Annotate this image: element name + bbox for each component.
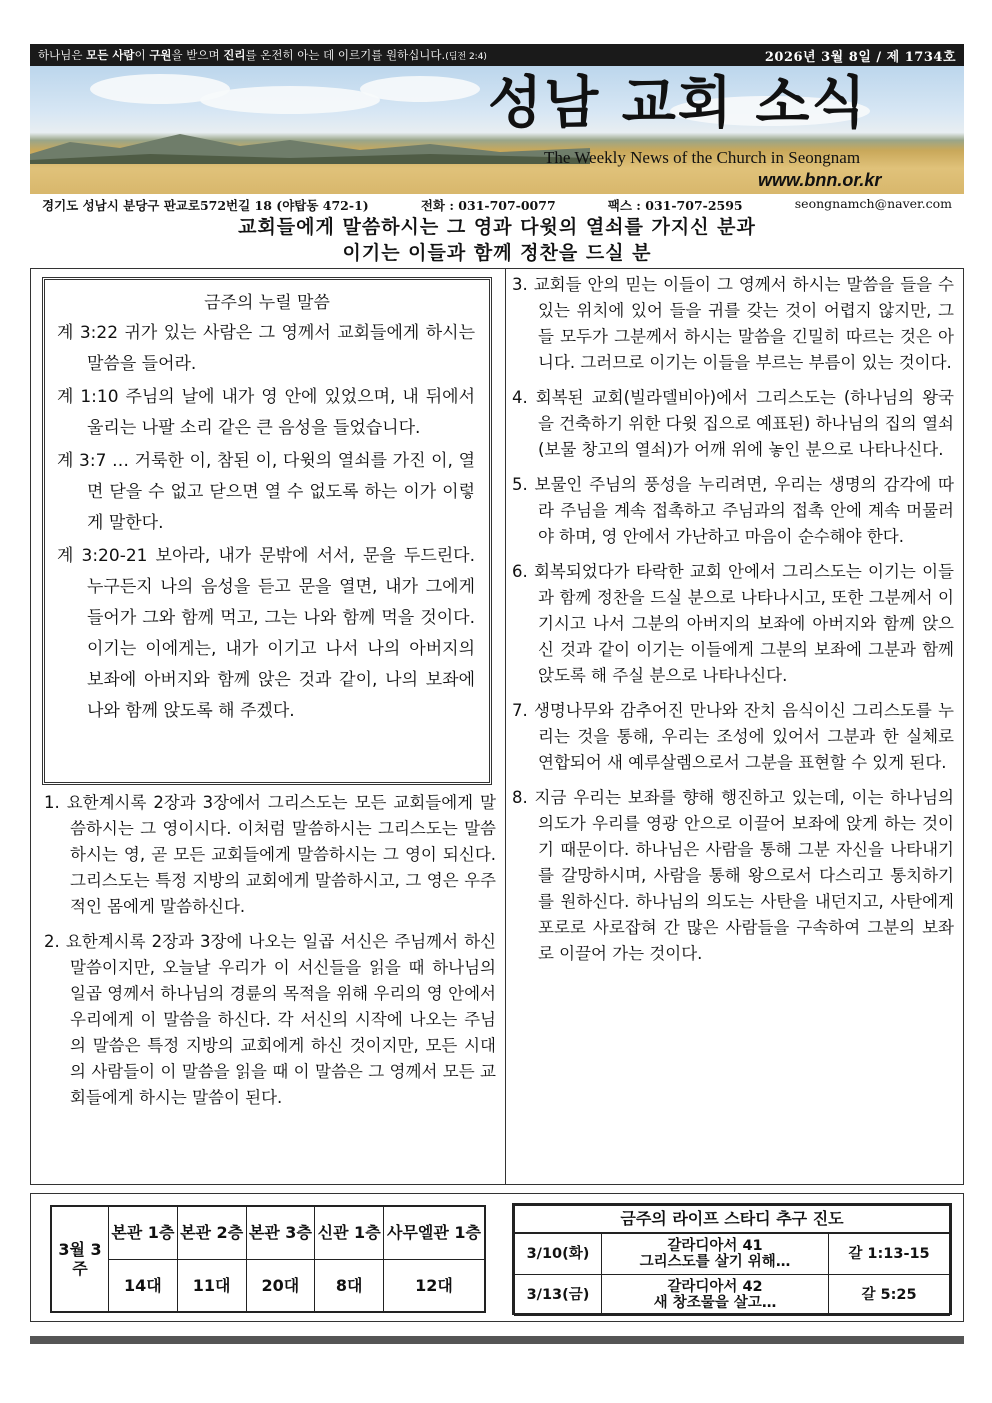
verse-item: 계 3:7 … 거룩한 이, 참된 이, 다윗의 열쇠를 가진 이, 열면 닫을 수 없고 닫으면 열 수 없도록 하는 이가 이렇게 말한다.: [57, 451, 475, 533]
life-study-table: [514, 1205, 950, 1316]
verse-part: 을 받으며: [171, 48, 224, 62]
hall-header: 신관 1층: [315, 1206, 384, 1259]
address: 경기도 성남시 분당구 판교로572번길 18 (야탑동 472-1): [42, 198, 369, 213]
study-date: 3/10(화): [515, 1233, 602, 1275]
study-reference: 갈 5:25: [829, 1275, 950, 1316]
headline-line-1: 교회들에게 말씀하시는 그 영과 다윗의 열쇠를 가지신 분과: [238, 216, 756, 238]
study-content: [602, 1275, 829, 1316]
column-divider: [505, 268, 506, 1185]
service-group-table: [50, 1205, 486, 1313]
life-study-title: 금주의 라이프 스타디 추구 진도: [515, 1206, 950, 1234]
group-cell: 14대: [109, 1259, 178, 1312]
point-item: 7. 생명나무와 감추어진 만나와 잔치 음식이신 그리스도를 누리는 것을 통해, 우리는 조성에 있어서 그분과 한 실체로 연합되어 새 예루살렘으로서 그분을 표현할 수 있게 된다.: [512, 701, 954, 772]
hall-header: 본관 1층: [109, 1206, 178, 1259]
point-item: 5. 보물인 주님의 풍성을 누리려면, 우리는 생명의 감각에 따라 주님을 계속 접촉하고 주님과의 접촉 안에 계속 머물러야 하며, 영 안에서 가난하고 마음이 순수해야 한다.: [512, 475, 954, 546]
study-book: 갈라디아서 42: [667, 1279, 763, 1295]
study-reference: 갈 1:13-15: [829, 1233, 950, 1275]
verse-part: 이: [134, 48, 150, 62]
study-date: 3/13(금): [515, 1275, 602, 1316]
issue-info: 2026년 3월 8일 / 제 1734호: [764, 49, 956, 65]
verse-item: 계 3:22 귀가 있는 사람은 그 영께서 교회들에게 하시는 말씀을 들어라.: [57, 323, 475, 374]
fax: 팩스 : 031-707-2595: [607, 198, 743, 213]
point-item: 1. 요한계시록 2장과 3장에서 그리스도는 모든 교회들에게 말씀하시는 그 영이시다. 이처럼 말씀하시는 그리스도는 말씀하시는 영, 곧 모든 교회들에게 말씀하시는 그 영이 되신다. 그리스도는 특정 지방의 교회에게 말씀하시고, 그 영은 우주적인 몸에게 말씀하신다.: [44, 793, 496, 916]
verse-part: 를 온전히 아는 데 이르기를 원하십니다.: [245, 48, 446, 62]
header-verse: [38, 47, 487, 63]
group-cell: 8대: [315, 1259, 384, 1312]
point-item: 3. 교회들 안의 믿는 이들이 그 영께서 하시는 말씀을 들을 수 있는 위치에 있어 들을 귀를 갖는 것이 어렵지 않지만, 그들 모두가 그분께서 하시는 말씀을 긴밀히 따르는 것은 아니다. 그러므로 이기는 이들을 부르는 부름이 있는 것이다.: [512, 275, 954, 372]
right-column-points: [512, 272, 954, 976]
group-cell: 12대: [384, 1259, 486, 1312]
newsletter-title: 성남 교회 소식: [488, 71, 868, 136]
hall-header: 본관 3층: [246, 1206, 315, 1259]
point-item: 2. 요한계시록 2장과 3장에 나오는 일곱 서신은 주님께서 하신 말씀이지만, 오늘날 우리가 이 서신들을 읽을 때 하나님의 일곱 영께서 하나님의 경륜의 목적을 위해 우리의 영 안에서 우리에게 이 말씀을 하신다. 각 서신의 시작에 나오는 주님의 말씀은 특정 지방의 교회에게 하신 것이지만, 모든 시대의 사람들이 이 말씀을 읽을 때 이 말씀은 그 영께서 모든 교회들에게 하시는 말씀이 된다.: [44, 932, 496, 1107]
verse-list: [45, 318, 489, 727]
table-row: [515, 1275, 950, 1316]
group-cell: 11대: [177, 1259, 246, 1312]
verse-item: 계 1:10 주님의 날에 내가 영 안에 있었으며, 내 뒤에서 울리는 나팔 소리 같은 큰 음성을 들었습니다.: [57, 387, 475, 438]
hall-header: 사무엘관 1층: [384, 1206, 486, 1259]
group-cell: 20대: [246, 1259, 315, 1312]
study-topic: 그리스도를 살기 위해…: [639, 1254, 791, 1270]
week-label: 3월 3주: [51, 1206, 109, 1312]
verse-part: 모든 사람: [86, 48, 135, 62]
life-study-box: [512, 1203, 952, 1315]
headline-line-2: 이기는 이들과 함께 정찬을 드실 분: [342, 242, 652, 264]
table-row: [515, 1233, 950, 1275]
weekly-verses-box: [42, 277, 492, 785]
point-item: 8. 지금 우리는 보좌를 향해 행진하고 있는데, 이는 하나님의 의도가 우리를 영광 안으로 이끌어 보좌에 앉게 하는 것이기 때문이다. 하나님은 사람을 통해 그분 자신을 나타내기를 갈망하시며, 사람을 통해 왕으로서 다스리고 통치하기를 원하신다. 하나님의 의도는 사탄을 내던지고, 사탄에게 포로로 사로잡혀 간 많은 사람들을 구속하여 그분의 보좌로 이끌어 가는 것이다.: [512, 788, 954, 963]
top-banner-bar: [30, 44, 964, 66]
website-link[interactable]: www.bnn.or.kr: [758, 170, 882, 190]
left-column-points: [44, 790, 496, 1120]
study-book: 갈라디아서 41: [667, 1238, 763, 1254]
landscape-banner: [30, 66, 964, 194]
verse-box-title: 금주의 누릴 말씀: [204, 293, 330, 313]
email[interactable]: seongnamch@naver.com: [794, 196, 952, 211]
point-item: 4. 회복된 교회(빌라델비아)에서 그리스도는 (하나님의 왕국을 건축하기 위한 다윗 집으로 예표된) 하나님의 집의 열쇠(보물 창고의 열쇠)가 어깨 위에 놓인 분으로 나타나신다.: [512, 388, 954, 459]
study-content: [602, 1233, 829, 1275]
cloud-shape: [200, 86, 380, 114]
point-item: 6. 회복되었다가 타락한 교회 안에서 그리스도는 이기는 이들과 함께 정찬을 드실 분으로 나타나시고, 또한 그분께서 이기시고 나서 그분의 아버지의 보좌에 아버지와 함께 앉으신 것과 같이 이기는 이들에게 그분의 보좌에 그분과 함께 앉도록 해 주실 분으로 나타나신다.: [512, 562, 954, 685]
verse-part: 진리: [223, 48, 246, 62]
hall-header: 본관 2층: [177, 1206, 246, 1259]
verse-part: 구원: [149, 48, 172, 62]
verse-item: 계 3:20-21 보아라, 내가 문밖에 서서, 문을 두드린다. 누구든지 나의 음성을 듣고 문을 열면, 내가 그에게 들어가 그와 함께 먹고, 그는 나와 함께 먹을 것이다. 이기는 이에게는, 내가 이기고 나서 나의 아버지의 보좌에 아버지와 함께 앉은 것과 같이, 나의 보좌에 나와 함께 앉도록 해 주겠다.: [57, 546, 475, 721]
newsletter-subtitle: The Weekly News of the Church in Seongnam: [544, 148, 861, 167]
verse-part: 하나님은: [38, 48, 87, 62]
phone: 전화 : 031-707-0077: [420, 198, 556, 213]
verse-reference: (딤전 2:4): [445, 52, 487, 62]
headline: [30, 214, 964, 266]
footer-bar: [30, 1336, 964, 1344]
cloud-shape: [360, 76, 480, 102]
contact-line: [30, 196, 964, 214]
study-topic: 새 창조물을 살고…: [653, 1295, 777, 1311]
